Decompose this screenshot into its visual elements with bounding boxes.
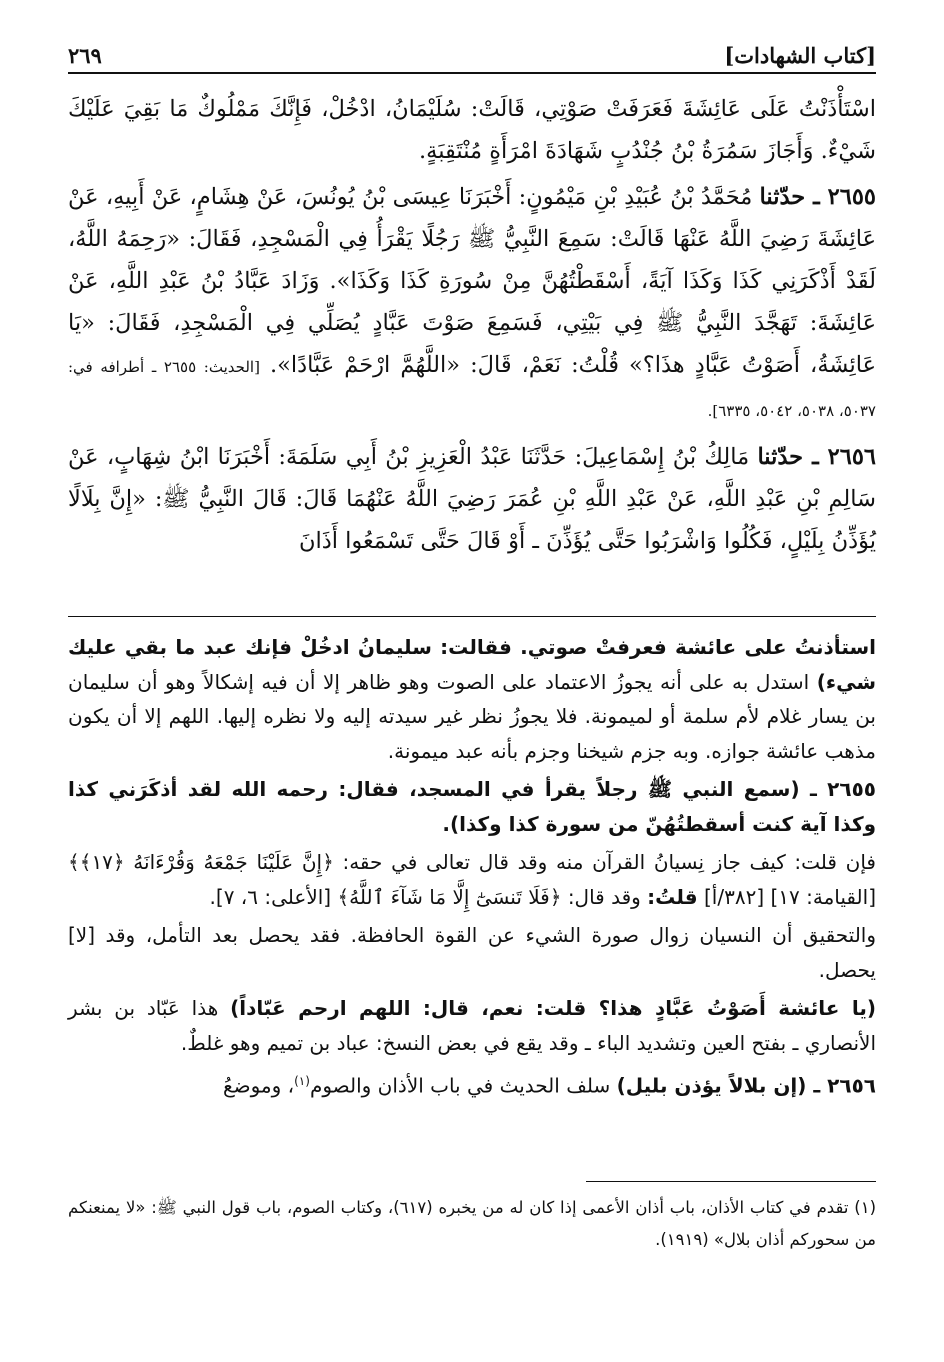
hadith-2655-reference: [الحديث: ٢٦٥٥ ـ أطرافه في: ٥٠٣٧، ٥٠٣٨، ٥٠٤٢، ٦٣٣٥]. (68, 358, 876, 420)
running-head (68, 28, 876, 74)
footnote-1 (68, 1192, 876, 1256)
commentary-text: هذا عَبّاد بن بشر الأنصاري ـ بفتح العين وتشديد الباء ـ وقد يقع في بعض النسخ: عباد بن تميم وهو غلطٌ. (68, 996, 876, 1055)
commentary-text: استدل به على أنه يجوزُ الاعتماد على الصوت وهو ظاهر إلا أن فيه إشكالاً وهو أن سليمان بن يسار غلام لأم سلمة أو لميمونة. فلا يجوزُ نظر غير سيدته إليه ولا نظره إليها. اللهم إلا أن يكون مذهب عائشة جوازه. وبه جزم شيخنا وجزم بأنه عبد ميمونة. (68, 669, 876, 763)
commentary-lemma: ٢٦٥٦ ـ (إن بلالاً يؤذن بليل) (616, 1073, 876, 1098)
page-number: ٢٦٩ (68, 43, 102, 68)
commentary-paragraph (68, 991, 876, 1060)
hadith-text (68, 88, 876, 566)
hadith-number-2655: ٢٦٥٥ ـ حدّثنا (759, 184, 876, 210)
hadith-number-2656: ٢٦٥٦ ـ حدّثنا (757, 444, 876, 470)
commentary-text: وقد قال: ﴿فَلَا تَنسَىٰٓ إِلَّا مَا شَآءَ ٱللَّهُ﴾ [الأعلى: ٦، ٧]. (209, 884, 641, 909)
footnote-text: تقدم في كتاب الأذان، باب أذان الأعمى إذا كان له من يخبره (٦١٧)، وكتاب الصوم، باب قول النبي ﷺ: «لا يمنعنكم من سحوركم أذان بلال» (١٩١٩). (68, 1198, 876, 1249)
commentary-paragraph (68, 1064, 876, 1103)
footnote-marker[interactable]: (١) (294, 1074, 310, 1088)
commentary-text: سلف الحديث في باب الأذان والصوم (309, 1073, 611, 1098)
hadith-text-intro: اسْتَأْذَنْتُ عَلَى عَائِشَةَ فَعَرَفَتْ صَوْتِي، قَالَتْ: سُلَيْمَانُ، ادْخُلْ، فَإِنَّكَ مَمْلُوكٌ مَا بَقِيَ عَلَيْكَ شَيْءٌ. وَأَجَازَ سَمُرَةُ بْنُ جُنْدُبٍ شَهَادَةَ امْرَأَةٍ مُنْتَقِبَةٍ. (68, 96, 876, 164)
commentary (68, 630, 876, 1107)
commentary-lemma: ٢٦٥٥ ـ (سمع النبي ﷺ رجلاً يقرأ في المسجد، فقال: رحمه الله لقد أذكَرَني كذا وكذا آية كنت أسقطتُهُنّ من سورة كذا وكذا). (68, 777, 876, 836)
hadith-2656-text: مَالِكُ بْنُ إِسْمَاعِيلَ: حَدَّثَنَا عَبْدُ الْعَزِيزِ بْنُ أَبِي سَلَمَةَ: أَخْبَرَنَا ابْنُ شِهَابٍ، عَنْ سَالِمِ بْنِ عَبْدِ اللَّهِ، عَنْ عَبْدِ اللَّهِ بْنِ عُمَرَ رَضِيَ اللَّهُ عَنْهُمَا قَالَ: قَالَ النَّبِيُّ ﷺ: «إِنَّ بِلَالًا يُؤَذِّنُ بِلَيْلٍ، فَكُلُوا وَاشْرَبُوا حَتَّى يُؤَذِّنَ ـ أَوْ قَالَ حَتَّى تَسْمَعُوا أَذَانَ (68, 444, 876, 554)
hadith-2656 (68, 436, 876, 562)
commentary-paragraph (68, 918, 876, 987)
commentary-text: ، وموضعُ (222, 1073, 295, 1098)
commentary-paragraph (68, 845, 876, 914)
commentary-paragraph (68, 772, 876, 841)
footnotes (68, 1192, 876, 1256)
hadith-paragraph (68, 88, 876, 172)
commentary-text: والتحقيق أن النسيان زوال صورة الشيء عن القوة الحافظة. فقد يحصل بعد التأمل، وقد [لا] يحصل. (68, 923, 876, 982)
footnote-rule (586, 1181, 876, 1182)
commentary-lemma: قلتُ: (647, 884, 698, 909)
hadith-2655 (68, 176, 876, 432)
commentary-lemma: استأذنتُ على عائشة فعرفتْ صوتي. فقالت: سليمانُ ادخُلْ فإنك عبد ما بقي عليك شيء) (68, 635, 877, 694)
text-divider (68, 616, 876, 617)
book-title: [كتاب الشهادات] (724, 43, 876, 68)
hadith-2655-text: مُحَمَّدُ بْنُ عُبَيْدِ بْنِ مَيْمُونٍ: أَخْبَرَنَا عِيسَى بْنُ يُونُسَ، عَنْ هِشَامٍ، عَنْ أَبِيهِ، عَنْ عَائِشَةَ رَضِيَ اللَّهُ عَنْهَا قَالَتْ: سَمِعَ النَّبِيُّ ﷺ رَجُلًا يَقْرَأُ فِي الْمَسْجِدِ، فَقَالَ: «رَحِمَهُ اللَّهُ، لَقَدْ أَذْكَرَنِي كَذَا وَكَذَا آيَةً، أَسْقَطْتُهُنَّ مِنْ سُورَةِ كَذَا وَكَذَا». وَزَادَ عَبَّادُ بْنُ عَبْدِ اللَّهِ، عَنْ عَائِشَةَ: تَهَجَّدَ النَّبِيُّ ﷺ فِي بَيْتِي، فَسَمِعَ صَوْتَ عَبَّادٍ يُصَلِّي فِي الْمَسْجِدِ، فَقَالَ: «يَا عَائِشَةُ، أَصَوْتُ عَبَّادٍ هذَا؟» قُلْتُ: نَعَمْ، قَالَ: «اللَّهُمَّ ارْحَمْ عَبَّادًا». (68, 184, 877, 378)
footnote-number: (١) (854, 1198, 876, 1217)
commentary-paragraph (68, 630, 876, 768)
commentary-lemma: (يا عائشة أَصَوْتُ عَبَّادٍ هذا؟ قلت: نعم، قال: اللهم ارحم عَبّاداً) (230, 996, 876, 1020)
commentary-text: فإن قلت: كيف جاز نِسيانُ القرآن منه وقد قال تعالى في حقه: ﴿إِنَّ عَلَيْنَا جَمْعَهُ وَقُرْءَانَهُ ﴿١٧﴾﴾ [القيامة: ١٧] [٣٨٢/أ] (68, 850, 876, 909)
